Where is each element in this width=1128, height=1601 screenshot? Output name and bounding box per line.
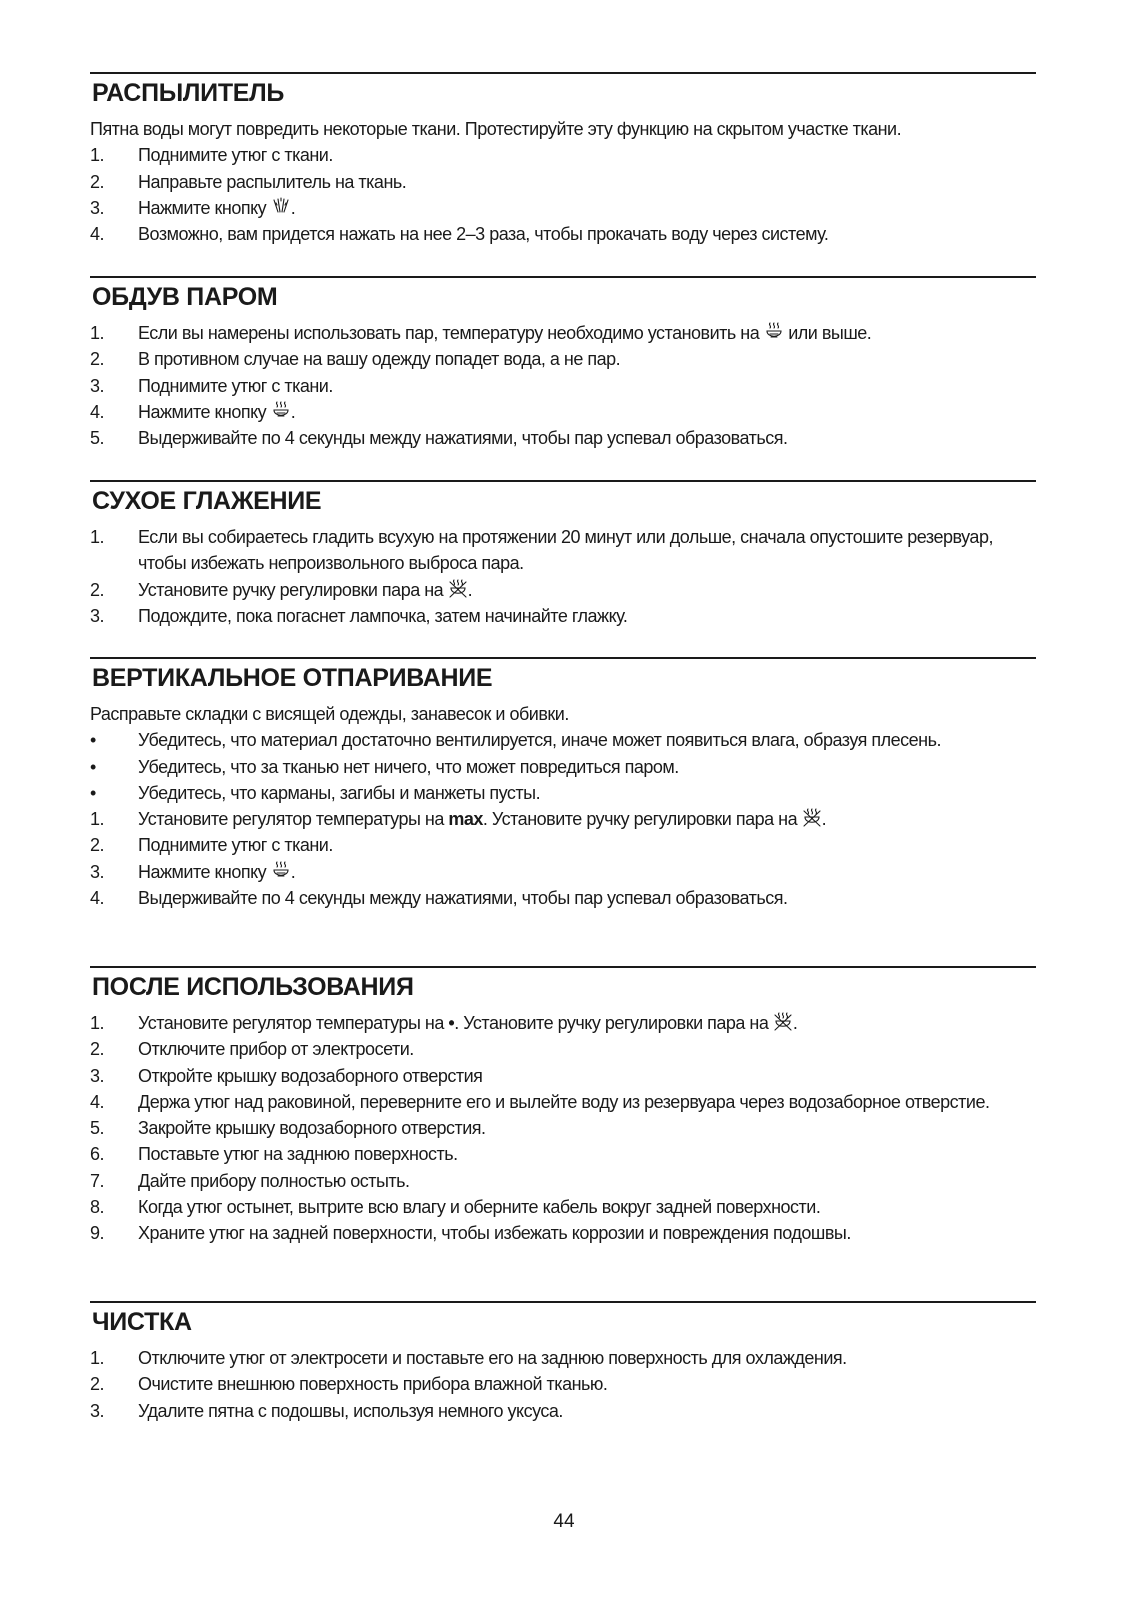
item-text: Если вы собираетесь гладить всухую на протяжении 20 минут или дольше, сначала опустошите резервуар, чтобы избежать непроизвольного выброса пара. [138, 527, 993, 574]
text-part: Нажмите кнопку [138, 197, 271, 218]
list-item [90, 1345, 1036, 1371]
section-title: ОБДУВ ПАРОМ [92, 283, 278, 311]
text-part: или выше. [783, 323, 872, 343]
item-number: 4. [90, 224, 105, 245]
list-item [90, 169, 1036, 195]
item-text: Выдерживайте по 4 секунды между нажатиями, чтобы пар успевал образоваться. [138, 888, 788, 909]
item-number: 2. [90, 835, 105, 856]
section-4 [90, 966, 1036, 1247]
text-part: . [290, 401, 296, 422]
item-text: Выдерживайте по 4 секунды между нажатиями, чтобы пар успевал образоваться. [138, 428, 788, 449]
text-part: Нажмите кнопку [138, 401, 271, 422]
section-rule [90, 1301, 1036, 1303]
section-rule [90, 657, 1036, 659]
list-item [90, 1141, 1036, 1167]
section-intro: Расправьте складки с висящей одежды, занавесок и обивки. [90, 704, 569, 724]
list-item [90, 346, 1036, 372]
item-number: 4. [90, 401, 105, 422]
section-title: ПОСЛЕ ИСПОЛЬЗОВАНИЯ [92, 973, 414, 1001]
item-number: 3. [90, 605, 105, 626]
item-number: 1. [90, 809, 105, 830]
item-text: Поднимите утюг с ткани. [138, 375, 333, 396]
text-part: Установите ручку регулировки пара на [138, 579, 448, 600]
text-part: Нажмите кнопку [138, 861, 271, 882]
item-number: 1. [90, 1013, 105, 1033]
no-steam-icon [449, 579, 467, 599]
list-item [90, 806, 1036, 832]
item-number: 6. [90, 1144, 105, 1165]
item-number: 2. [90, 349, 105, 370]
item-number: 5. [90, 428, 105, 449]
item-number: 2. [90, 1374, 105, 1395]
item-text: Закройте крышку водозаборного отверстия. [138, 1118, 486, 1139]
item-text: Отключите утюг от электросети и поставьте его на заднюю поверхность для охлаждения. [138, 1348, 847, 1368]
list-item [90, 1194, 1036, 1220]
section-3 [90, 657, 1036, 911]
item-number: 3. [90, 861, 105, 882]
instruction-list [90, 142, 1036, 247]
item-number: 3. [90, 197, 105, 218]
item-text: Направьте распылитель на ткань. [138, 171, 407, 192]
item-number: 1. [90, 1348, 105, 1368]
item-number: 2. [90, 171, 105, 192]
list-item [90, 754, 1036, 780]
text-part: . [821, 809, 827, 830]
bullet: • [90, 730, 96, 751]
item-text [138, 1010, 1036, 1036]
item-text [138, 320, 1036, 346]
bullet: • [90, 756, 96, 777]
text-part: . [290, 197, 296, 218]
item-number: 3. [90, 1400, 105, 1421]
section-rule [90, 480, 1036, 482]
section-title: ЧИСТКА [92, 1308, 192, 1336]
no-steam-icon [774, 1012, 792, 1032]
item-text: Подождите, пока погаснет лампочка, затем начинайте глажку. [138, 605, 628, 626]
list-item [90, 727, 1036, 753]
item-text [138, 806, 1036, 832]
text-part: . Установите ручку регулировки пара на [454, 1013, 773, 1033]
list-item [90, 142, 1036, 168]
list-item [90, 885, 1036, 911]
list-item [90, 1010, 1036, 1036]
section-0 [90, 72, 1036, 247]
text-part: . Установите ручку регулировки пара на [482, 809, 802, 830]
item-text [138, 399, 1036, 425]
list-item [90, 1063, 1036, 1089]
section-title: РАСПЫЛИТЕЛЬ [92, 79, 285, 107]
item-text [138, 859, 1036, 885]
section-title: ВЕРТИКАЛЬНОЕ ОТПАРИВАНИЕ [92, 664, 493, 692]
list-item [90, 577, 1036, 603]
list-item [90, 1398, 1036, 1424]
list-item [90, 425, 1036, 451]
list-item [90, 399, 1036, 425]
text-part: . [792, 1013, 798, 1033]
instruction-list [90, 1010, 1036, 1247]
item-text: Храните утюг на задней поверхности, чтобы избежать коррозии и повреждения подошвы. [138, 1223, 851, 1244]
steam-burst-icon [765, 322, 783, 342]
list-item [90, 832, 1036, 858]
section-2 [90, 480, 1036, 629]
item-text: Поднимите утюг с ткани. [138, 145, 333, 166]
item-number: 8. [90, 1197, 105, 1218]
item-text: Возможно, вам придется нажать на нее 2–3 раза, чтобы прокачать воду через систему. [138, 224, 829, 245]
item-text: Дайте прибору полностью остыть. [138, 1170, 410, 1191]
list-item [90, 603, 1036, 629]
instruction-list [90, 524, 1036, 629]
no-steam-icon [803, 808, 821, 828]
item-number: 2. [90, 1039, 105, 1060]
instruction-list [90, 320, 1036, 451]
text-part: Если вы намерены использовать пар, температуру необходимо установить на [138, 323, 764, 343]
spray-icon [272, 197, 290, 217]
item-text: Убедитесь, что материал достаточно вентилируется, иначе может появиться влага, образуя плесень. [138, 730, 941, 751]
steam-burst-icon [272, 401, 290, 421]
item-number: 2. [90, 579, 105, 600]
item-number: 3. [90, 1065, 105, 1086]
item-number: 4. [90, 888, 105, 909]
item-text: Удалите пятна с подошвы, используя немного уксуса. [138, 1400, 563, 1421]
list-item [90, 320, 1036, 346]
item-number: 3. [90, 375, 105, 396]
item-number: 1. [90, 527, 105, 547]
section-rule [90, 966, 1036, 968]
instruction-list [90, 727, 1036, 911]
item-number: 7. [90, 1170, 105, 1191]
item-number: 4. [90, 1091, 105, 1112]
list-item [90, 1371, 1036, 1397]
item-text [138, 195, 1036, 221]
item-number: 9. [90, 1223, 105, 1244]
text-part: . [467, 579, 473, 600]
list-item [90, 780, 1036, 806]
section-rule [90, 72, 1036, 74]
bold-value: max [448, 809, 483, 830]
text-part: Установите регулятор температуры на [138, 1013, 449, 1033]
list-item [90, 1220, 1036, 1246]
section-5 [90, 1301, 1036, 1424]
list-item [90, 859, 1036, 885]
steam-burst-icon [272, 861, 290, 881]
item-text [138, 577, 1036, 603]
text-part: Установите регулятор температуры на [138, 809, 449, 830]
list-item [90, 221, 1036, 247]
list-item [90, 1168, 1036, 1194]
item-text: Когда утюг остынет, вытрите всю влагу и оберните кабель вокруг задней поверхности. [138, 1197, 821, 1218]
bullet: • [90, 782, 96, 803]
item-text: В противном случае на вашу одежду попадет вода, а не пар. [138, 349, 621, 370]
list-item [90, 524, 1036, 577]
list-item [90, 1115, 1036, 1141]
text-part: . [290, 861, 296, 882]
instruction-list [90, 1345, 1036, 1424]
list-item [90, 195, 1036, 221]
item-text: Убедитесь, что за тканью нет ничего, что может повредиться паром. [138, 756, 679, 777]
item-text: Очистите внешнюю поверхность прибора влажной тканью. [138, 1374, 608, 1395]
item-text: Держа утюг над раковиной, переверните его и вылейте воду из резервуара через водозаборное отверстие. [138, 1091, 990, 1112]
item-text: Откройте крышку водозаборного отверстия [138, 1065, 483, 1086]
list-item [90, 1036, 1036, 1062]
section-rule [90, 276, 1036, 278]
item-number: 5. [90, 1118, 105, 1139]
section-1 [90, 276, 1036, 451]
item-text: Убедитесь, что карманы, загибы и манжеты пусты. [138, 782, 541, 803]
item-text: Отключите прибор от электросети. [138, 1039, 414, 1060]
section-intro: Пятна воды могут повредить некоторые ткани. Протестируйте эту функцию на скрытом участке ткани. [90, 119, 902, 139]
item-text: Поставьте утюг на заднюю поверхность. [138, 1144, 458, 1165]
page-number: 44 [553, 1511, 575, 1532]
item-text: Поднимите утюг с ткани. [138, 835, 333, 856]
item-number: 1. [90, 323, 105, 343]
bold-value: • [448, 1013, 455, 1033]
list-item [90, 373, 1036, 399]
list-item [90, 1089, 1036, 1115]
item-number: 1. [90, 145, 105, 166]
section-title: СУХОЕ ГЛАЖЕНИЕ [92, 487, 322, 515]
